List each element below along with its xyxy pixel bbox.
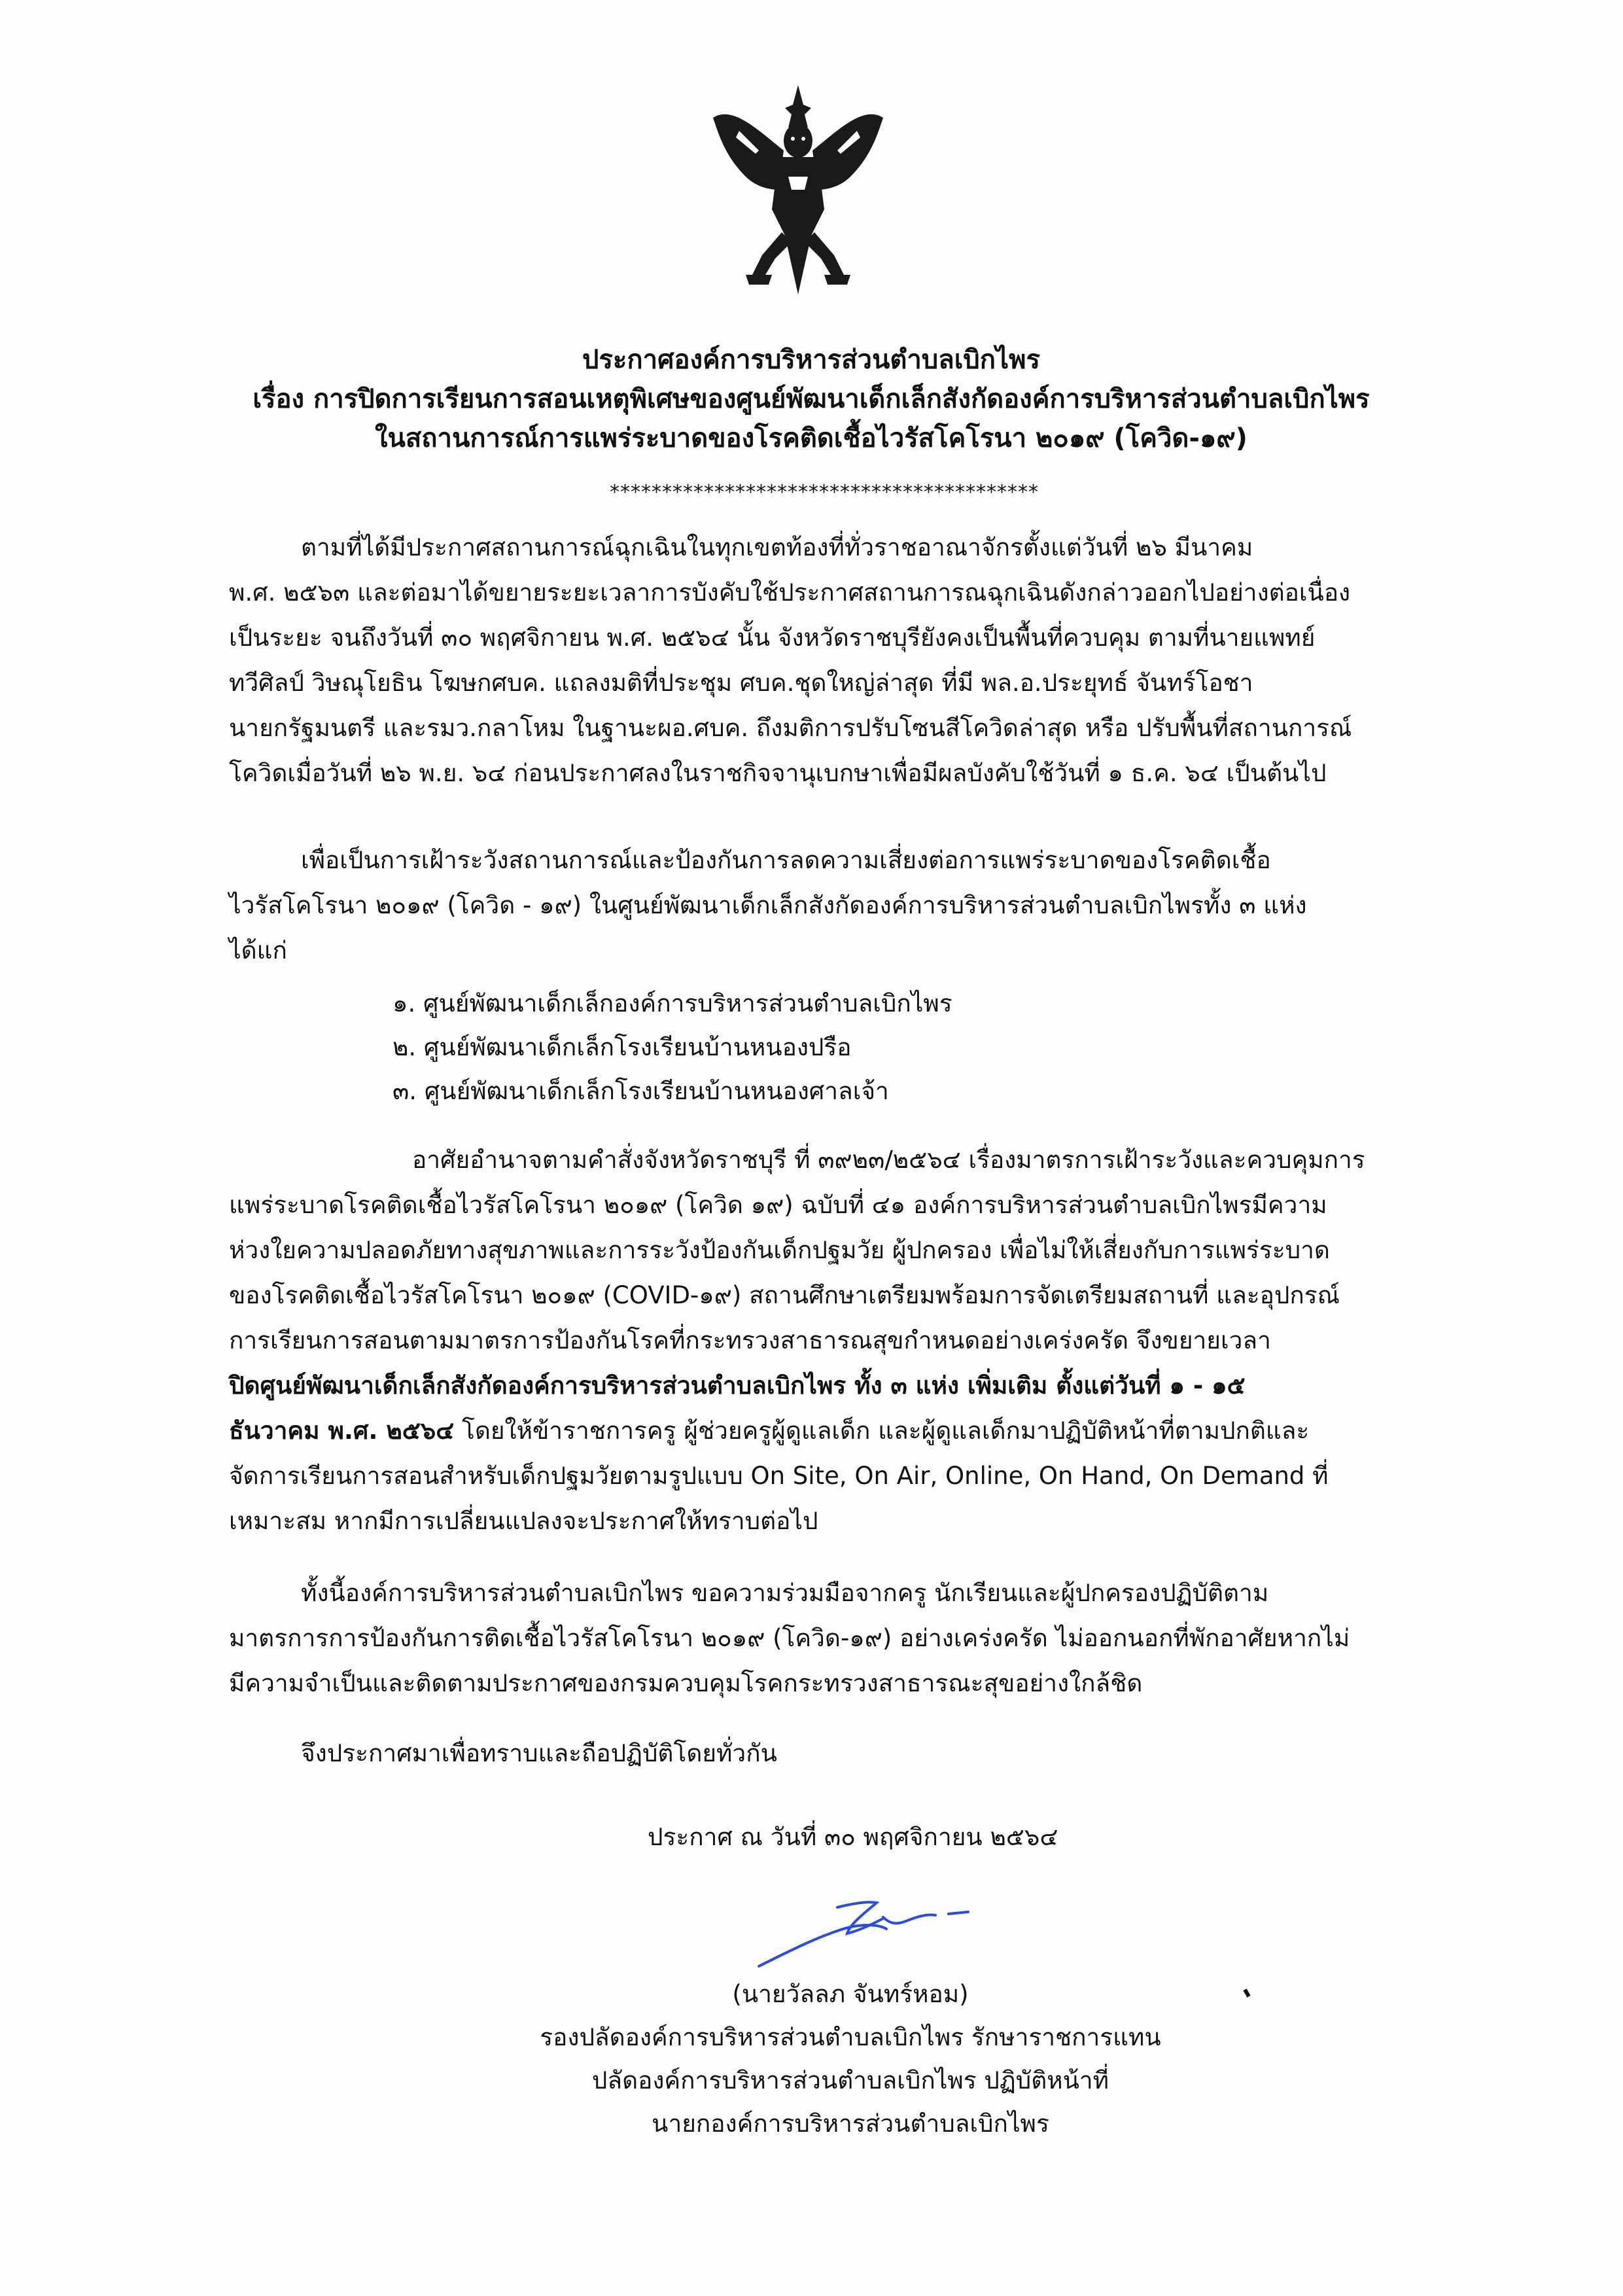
paragraph-line: ทั้งนี้องค์การบริหารส่วนตำบลเบิกไพร ขอความร่วมมือจากครู นักเรียนและผู้ปกครองปฏิบัติตาม <box>301 1579 1269 1607</box>
paragraph-line: เพื่อเป็นการเฝ้าระวังสถานการณ์และป้องกันการลดความเสี่ยงต่อการแพร่ระบาดของโรคติดเชื้อ <box>301 846 1271 874</box>
paragraph-line: ทวีศิลป์ วิษณุโยธิน โฆษกศบค. แถลงมติที่ประชุม ศบค.ชุดใหญ่ล่าสุด ที่มี พล.อ.ประยุทธ์ จันทร์โอชา <box>229 669 1253 697</box>
paragraph-line: มีความจำเป็นและติดตามประกาศของกรมควบคุมโรคกระทรวงสาธารณะสุขอย่างใกล้ชิด <box>229 1669 1143 1697</box>
signatory-name: (นายวัลลภ จันทร์หอม) <box>732 1980 969 2008</box>
paragraph-line: ไวรัสโคโรนา ๒๐๑๙ (โควิด - ๑๙) ในศูนย์พัฒนาเด็กเล็กสังกัดองค์การบริหารส่วนตำบลเบิกไพรทั้ง ๓ แห่ง <box>229 891 1307 919</box>
paragraph-line: จัดการเรียนการสอนสำหรับเด็กปฐมวัยตามรูปแบบ On Site, On Air, Online, On Hand, On Demand ที่ <box>229 1462 1329 1490</box>
document-header <box>170 340 1452 458</box>
list-item: ๑. ศูนย์พัฒนาเด็กเล็กองค์การบริหารส่วนตำบลเบิกไพร <box>393 989 952 1017</box>
paragraph-5 <box>229 1731 1433 1776</box>
paragraph-line: โควิดเมื่อวันที่ ๒๖ พ.ย. ๖๔ ก่อนประกาศลงในราชกิจจานุเบกษาเพื่อมีผลบังคับใช้วันที่ ๑ ธ.ค. ๖๔ เป็นต้นไป <box>229 759 1327 787</box>
bold-date: ธันวาคม พ.ศ. ๒๕๖๔ <box>229 1417 455 1445</box>
announcement-title: ประกาศองค์การบริหารส่วนตำบลเบิกไพร <box>582 345 1040 375</box>
header-separator: ***************************************** <box>610 481 1039 504</box>
line-rest: โดยให้ข้าราชการครู ผู้ช่วยครูผู้ดูแลเด็ก และผู้ดูแลเด็กมาปฏิบัติหน้าที่ตามปกติและ <box>454 1417 1310 1445</box>
list-item: ๒. ศูนย์พัฒนาเด็กเล็กโรงเรียนบ้านหนองปรือ <box>393 1033 852 1061</box>
ink-mark <box>1243 1988 1250 1997</box>
paragraph-line: เป็นระยะ จนถึงวันที่ ๓๐ พฤศจิกายน พ.ศ. ๒๕๖๔ นั้น จังหวัดราชบุรียังคงเป็นพื้นที่ควบคุม ตามที่นายแพทย์ <box>229 624 1316 652</box>
paragraph-3 <box>229 1137 1433 1544</box>
center-list <box>393 981 952 1113</box>
paragraph-line: การเรียนการสอนตามมาตรการป้องกันโรคที่กระทรวงสาธารณสุขกำหนดอย่างเคร่งครัด จึงขยายเวลา <box>229 1326 1271 1354</box>
paragraph-line: อาศัยอำนาจตามคำสั่งจังหวัดราชบุรี ที่ ๓๙๒๓/๒๕๖๔ เรื่องมาตรการเฝ้าระวังและควบคุมการ <box>412 1146 1365 1174</box>
paragraph-line: นายกรัฐมนตรี และรมว.กลาโหม ในฐานะผอ.ศบค. ถึงมติการปรับโซนสีโควิดล่าสุด หรือ ปรับพื้นที่สถานการณ์ <box>229 714 1352 742</box>
paragraph-line: ได้แก่ <box>229 936 287 964</box>
paragraph-line: มาตรการการป้องกันการติดเชื้อไวรัสโคโรนา ๒๐๑๙ (โควิด-๑๙) อย่างเคร่งครัด ไม่ออกนอกที่พักอาศัยหากไม่ <box>229 1624 1350 1652</box>
signatory-title: ปลัดองค์การบริหารส่วนตำบลเบิกไพร ปฏิบัติหน้าที่ <box>591 2066 1109 2094</box>
paragraph-line: จึงประกาศมาเพื่อทราบและถือปฏิบัติโดยทั่วกัน <box>301 1739 777 1767</box>
signatory-title: รองปลัดองค์การบริหารส่วนตำบลเบิกไพร รักษาราชการแทน <box>540 2023 1161 2051</box>
announcement-date: ประกาศ ณ วันที่ ๓๐ พฤศจิกายน ๒๕๖๔ <box>648 1823 1058 1851</box>
paragraph-4 <box>229 1570 1433 1706</box>
paragraph-1 <box>229 525 1433 796</box>
paragraph-line: ของโรคติดเชื้อไวรัสโคโรนา ๒๐๑๙ (COVID-๑๙) สถานศึกษาเตรียมพร้อมการจัดเตรียมสถานที่ และอุปกรณ์ <box>229 1281 1340 1309</box>
handwritten-signature <box>752 1878 1001 1976</box>
garuda-emblem-icon <box>700 79 896 301</box>
paragraph-line: พ.ศ. ๒๕๖๓ และต่อมาได้ขยายระยะเวลาการบังคับใช้ประกาศสถานการณฉุกเฉินดังกล่าวออกไปอย่างต่อเนื่อง <box>229 578 1351 607</box>
list-item: ๓. ศูนย์พัฒนาเด็กเล็กโรงเรียนบ้านหนองศาลเจ้า <box>393 1077 889 1105</box>
paragraph-line: เหมาะสม หากมีการเปลี่ยนแปลงจะประกาศให้ทราบต่อไป <box>229 1507 818 1535</box>
signatory-title: นายกองค์การบริหารส่วนตำบลเบิกไพร <box>652 2110 1049 2138</box>
paragraph-line: แพร่ระบาดโรคติดเชื้อไวรัสโคโรนา ๒๐๑๙ (โควิด ๑๙) ฉบับที่ ๔๑ องค์การบริหารส่วนตำบลเบิกไพรมีความ <box>229 1191 1327 1219</box>
paragraph-line: ตามที่ได้มีประกาศสถานการณ์ฉุกเฉินในทุกเขตท้องที่ทั่วราชอาณาจักรตั้งแต่วันที่ ๒๖ มีนาคม <box>301 533 1253 561</box>
announcement-subject-cont: ในสถานการณ์การแพร่ระบาดของโรคติดเชื้อไวรัสโคโรนา ๒๐๑๙ (โควิด-๑๙) <box>375 423 1248 453</box>
paragraph-line: ห่วงใยความปลอดภัยทางสุขภาพและการระวังป้องกันเด็กปฐมวัย ผู้ปกครอง เพื่อไม่ให้เสี่ยงกับการแพร่ระบาด <box>229 1236 1330 1264</box>
paragraph-2 <box>229 838 1433 973</box>
announcement-subject: เรื่อง การปิดการเรียนการสอนเหตุพิเศษของศูนย์พัฒนาเด็กเล็กสังกัดองค์การบริหารส่วนตำบลเบิกไพร <box>253 384 1370 414</box>
paragraph-line-bold: ปิดศูนย์พัฒนาเด็กเล็กสังกัดองค์การบริหารส่วนตำบลเบิกไพร ทั้ง ๓ แห่ง เพิ่มเติม ตั้งแต่วันที่ ๑ - ๑๕ <box>229 1371 1246 1400</box>
paragraph-line <box>229 1408 1433 1453</box>
signatory-block <box>458 1973 1243 2146</box>
